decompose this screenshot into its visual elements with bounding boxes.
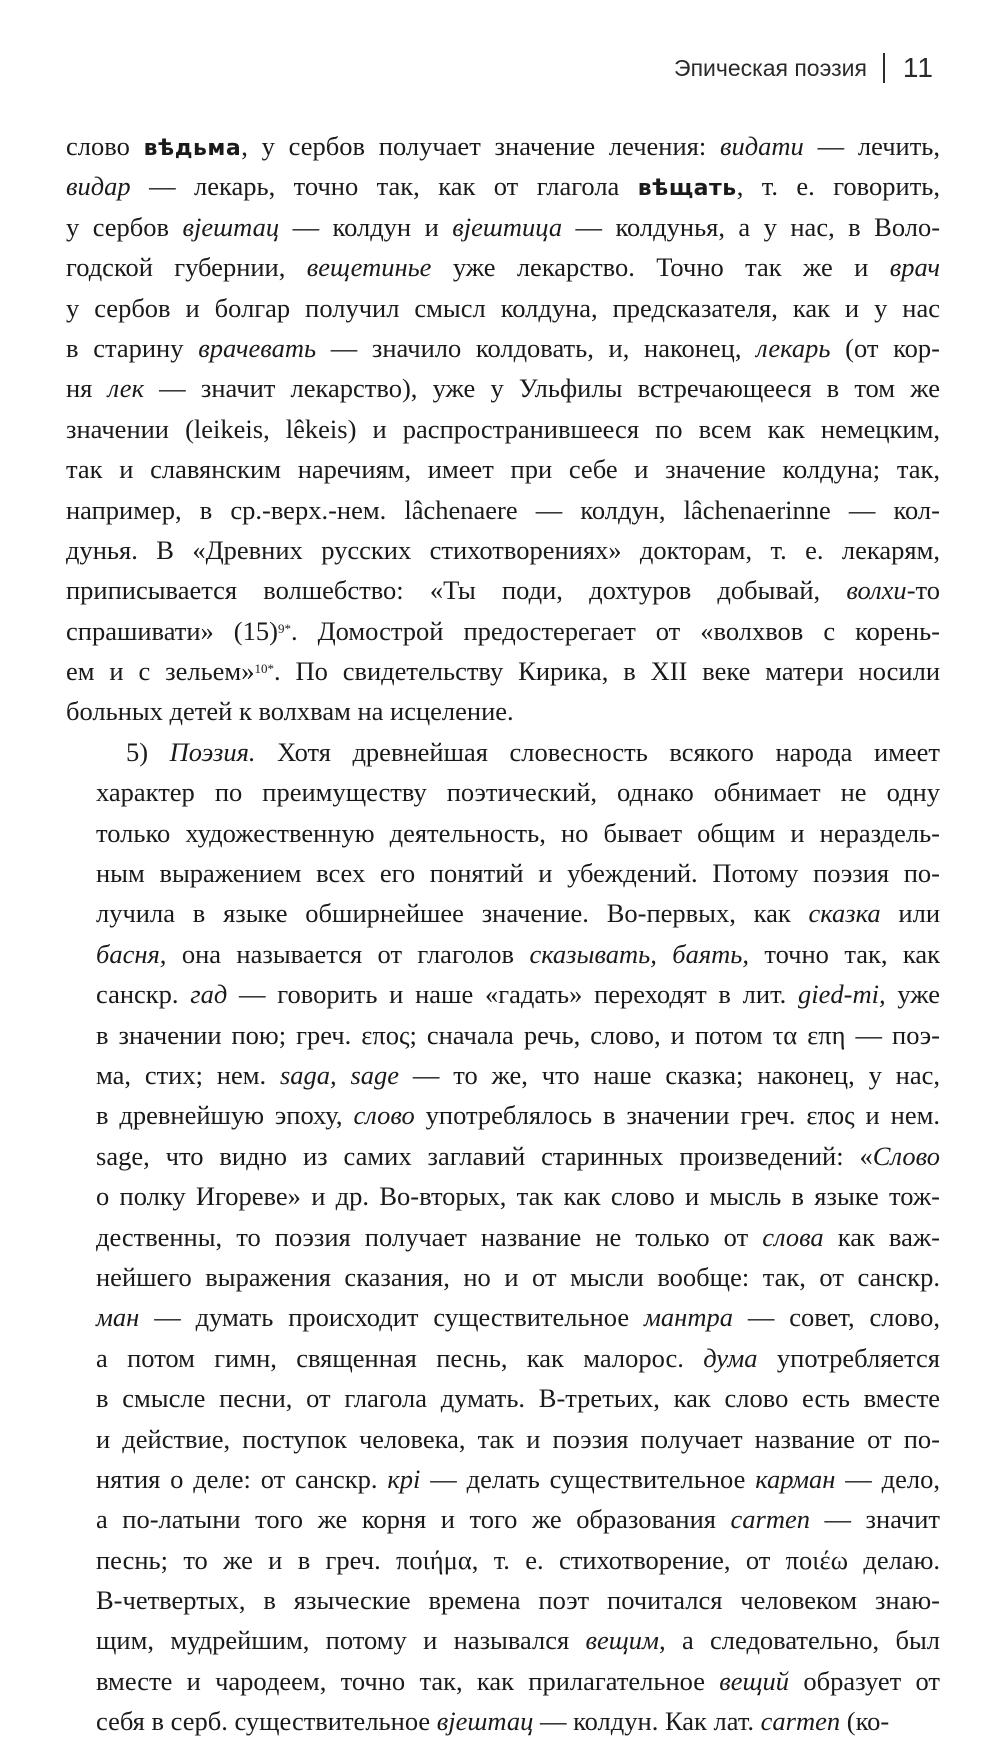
text-run: ным выражением всех его понятий и убеждений. Потому поэзия по-: [96, 858, 940, 889]
text-run: употреблялось в значении греч. επος и нем.: [414, 1100, 940, 1131]
italic-term: сказка: [808, 898, 881, 929]
text-line: [66, 449, 940, 489]
text-run: ня: [66, 373, 108, 404]
text-line: [66, 288, 940, 328]
text-run: . Домострой предостерегает от «волхвов с корень-: [290, 615, 940, 646]
text-run: как важ-: [823, 1221, 940, 1252]
text-run: ем и с зельем»: [66, 656, 255, 687]
italic-term: вещетинье: [306, 252, 432, 283]
text-run: о полку Игореве» и др. Во-вторых, так как слово и мысль в языке тож-: [96, 1181, 940, 1212]
text-line: [66, 1055, 940, 1095]
text-line: [66, 1540, 940, 1580]
italic-term: вещим,: [585, 1625, 666, 1656]
text-line: [66, 1499, 940, 1539]
text-run: слово: [66, 131, 144, 161]
italic-term: врач: [889, 252, 940, 283]
page-number: 11: [902, 52, 934, 83]
text-run: — лечить,: [803, 131, 940, 161]
text-run: дественны, то поэзия получает название не только от: [96, 1221, 763, 1252]
footnote-ref: 9*: [277, 620, 291, 636]
text-run: больных детей к волхвам на исцеление.: [66, 696, 514, 727]
paragraph: [66, 732, 940, 1742]
text-run: так и славянским наречиям, имеет при себе и значение колдуна; так,: [66, 454, 940, 485]
text-run: . По свидетельству Кирика, в XII веке матери носили: [273, 656, 940, 687]
text-run: употребляется: [757, 1342, 940, 1373]
text-run: образует от: [789, 1665, 941, 1696]
text-line: [66, 570, 940, 610]
italic-term: гад: [190, 979, 228, 1010]
text-run: она называется от глаголов: [166, 938, 530, 969]
italic-term: gied-mi,: [798, 979, 886, 1010]
italic-term: видати: [720, 131, 804, 161]
text-line: [66, 1217, 940, 1257]
text-run: — значит: [810, 1504, 940, 1535]
text-line: [66, 772, 940, 812]
text-line: [66, 1378, 940, 1418]
text-line: [66, 1661, 940, 1701]
text-run: — дело,: [835, 1463, 940, 1494]
text-line: [66, 409, 940, 449]
text-line: [66, 1338, 940, 1378]
text-line: [66, 611, 940, 651]
text-run: а потом гимн, священная песнь, как малорос.: [96, 1342, 704, 1373]
text-run: , у сербов получает значение лечения:: [241, 131, 721, 161]
text-run: — то же, что наше сказка; наконец, у нас,: [399, 1059, 940, 1090]
text-run: (ко-: [840, 1706, 890, 1737]
text-line: [66, 1701, 940, 1741]
text-line: [66, 166, 940, 206]
text-run: — значит лекарство), уже у Ульфилы встречающееся в том же: [143, 373, 941, 404]
italic-term: слова: [762, 1221, 824, 1252]
text-line: [66, 813, 940, 853]
text-run: или: [880, 898, 941, 929]
text-line: [66, 328, 940, 368]
italic-term: лек: [107, 373, 144, 404]
italic-term: saga, sage: [279, 1059, 400, 1090]
text-run: — колдунья, а у нас, в Воло-: [562, 211, 941, 242]
old-slavonic-word: вѣдьма: [143, 136, 242, 161]
text-line: [66, 207, 940, 247]
text-run: у сербов и болгар получил смысл колдуна, предсказателя, как и у нас: [66, 292, 940, 323]
italic-term: карман: [755, 1463, 836, 1494]
running-header: [674, 52, 934, 84]
text-run: — колдун. Как лат.: [533, 1706, 761, 1737]
text-run: 5): [126, 736, 170, 767]
text-line: [66, 490, 940, 530]
body-text: [66, 126, 940, 1742]
text-line: [66, 1620, 940, 1660]
italic-term: вјештац: [436, 1706, 534, 1737]
text-run: значении (leikeis, lêkeis) и распространившееся по всем как немецким,: [66, 413, 940, 444]
text-run: , т. е. говорить,: [736, 171, 940, 202]
text-run: спрашивати» (15): [66, 615, 278, 646]
text-line: [66, 1297, 940, 1337]
text-run: уже лекарство. Точно так же и: [431, 252, 890, 283]
italic-term: вещий: [719, 1665, 790, 1696]
italic-term: дума: [703, 1342, 758, 1373]
text-run: ма, стих; нем.: [96, 1059, 280, 1090]
text-run: щим, мудрейшим, потому и назывался: [96, 1625, 586, 1656]
text-line: [66, 893, 940, 933]
text-line: [66, 974, 940, 1014]
italic-term: волхи: [846, 575, 907, 606]
text-run: дунья. В «Древних русских стихотворениях» докторам, т. е. лекарям,: [66, 534, 940, 565]
italic-term: крі: [387, 1463, 421, 1494]
text-run: а по-латыни того же корня и того же образования: [96, 1504, 731, 1535]
text-run: и действие, поступок человека, так и поэзия получает название от по-: [96, 1423, 940, 1454]
italic-term: сказывать, баять,: [529, 938, 749, 969]
text-line: [66, 1459, 940, 1499]
text-line: [66, 691, 940, 731]
italic-term: басня,: [96, 938, 167, 969]
text-run: санскр.: [96, 979, 191, 1010]
text-line: [66, 732, 940, 772]
text-line: [66, 368, 940, 408]
text-line: [66, 651, 940, 691]
italic-term: Поэзия.: [169, 736, 256, 767]
italic-term: слово: [353, 1100, 415, 1131]
text-line: [66, 1095, 940, 1135]
text-run: — совет, слово,: [732, 1302, 940, 1333]
italic-term: мантра: [644, 1302, 733, 1333]
footnote-ref: 10*: [254, 661, 274, 677]
text-run: Хотя древнейшая словесность всякого народа имеет: [255, 736, 940, 767]
text-line: [66, 1419, 940, 1459]
text-line: [66, 1015, 940, 1055]
text-run: — говорить и наше «гадать» переходят в лит.: [227, 979, 799, 1010]
header-divider: [883, 53, 885, 83]
text-run: в старину: [66, 332, 199, 363]
italic-term: Слово: [872, 1140, 940, 1171]
section-title: Эпическая поэзия: [674, 54, 867, 81]
text-run: — значило колдовать, и, наконец,: [316, 332, 757, 363]
text-run: например, в ср.-верх.-нем. lâchenaere — колдун, lâchenaerinne — кол-: [66, 494, 940, 525]
text-run: -то: [906, 575, 940, 606]
text-run: а следовательно, был: [665, 1625, 940, 1656]
text-line: [66, 1257, 940, 1297]
text-run: — лекарь, точно так, как от глагола: [130, 171, 638, 202]
text-run: уже: [885, 979, 940, 1010]
text-line: [66, 1580, 940, 1620]
italic-term: carmen: [730, 1504, 810, 1535]
text-run: sage, что видно из самих заглавий старинных произведений: «: [96, 1140, 873, 1171]
text-line: [66, 247, 940, 287]
paragraph: [66, 126, 940, 732]
italic-term: лекарь: [756, 332, 831, 363]
italic-term: carmen: [760, 1706, 841, 1737]
text-run: себя в серб. существительное: [96, 1706, 437, 1737]
text-run: нейшего выражения сказания, но и от мысли вообще: так, от санскр.: [96, 1261, 940, 1292]
text-line: [66, 853, 940, 893]
italic-term: врачевать: [198, 332, 317, 363]
italic-term: ман: [96, 1302, 140, 1333]
text-run: — колдун и: [279, 211, 453, 242]
text-line: [66, 126, 940, 166]
text-run: — думать происходит существительное: [139, 1302, 645, 1333]
text-run: в смысле песни, от глагола думать. В-третьих, как слово есть вместе: [96, 1383, 940, 1414]
old-slavonic-word: вѣщать: [637, 176, 737, 202]
text-run: годской губернии,: [66, 252, 307, 283]
text-run: — делать существительное: [420, 1463, 756, 1494]
text-line: [66, 1136, 940, 1176]
text-run: характер по преимуществу поэтический, однако обнимает не одну: [96, 777, 940, 808]
text-run: точно так, как: [748, 938, 940, 969]
text-run: приписывается волшебство: «Ты поди, дохтуров добывай,: [66, 575, 847, 606]
text-run: (от кор-: [830, 332, 940, 363]
text-run: только художественную деятельность, но бывает общим и нераздель-: [96, 817, 940, 848]
text-run: лучила в языке обширнейшее значение. Во-первых, как: [96, 898, 809, 929]
text-run: песнь; то же и в греч. ποιήμα, т. е. стихотворение, от ποιέω делаю.: [96, 1544, 940, 1575]
italic-term: вјештица: [452, 211, 563, 242]
text-run: В-четвертых, в языческие времена поэт почитался человеком знаю-: [96, 1585, 940, 1616]
text-line: [66, 530, 940, 570]
text-run: в древнейшую эпоху,: [96, 1100, 354, 1131]
text-run: нятия о деле: от санскр.: [96, 1463, 388, 1494]
italic-term: видар: [66, 171, 131, 202]
text-run: вместе и чародеем, точно так, как прилагательное: [96, 1665, 720, 1696]
text-run: в значении пою; греч. επος; сначала речь, слово, и потом τα επη — поэ-: [96, 1019, 940, 1050]
italic-term: вјештац: [182, 211, 280, 242]
text-line: [66, 934, 940, 974]
text-line: [66, 1176, 940, 1216]
text-run: у сербов: [66, 211, 183, 242]
